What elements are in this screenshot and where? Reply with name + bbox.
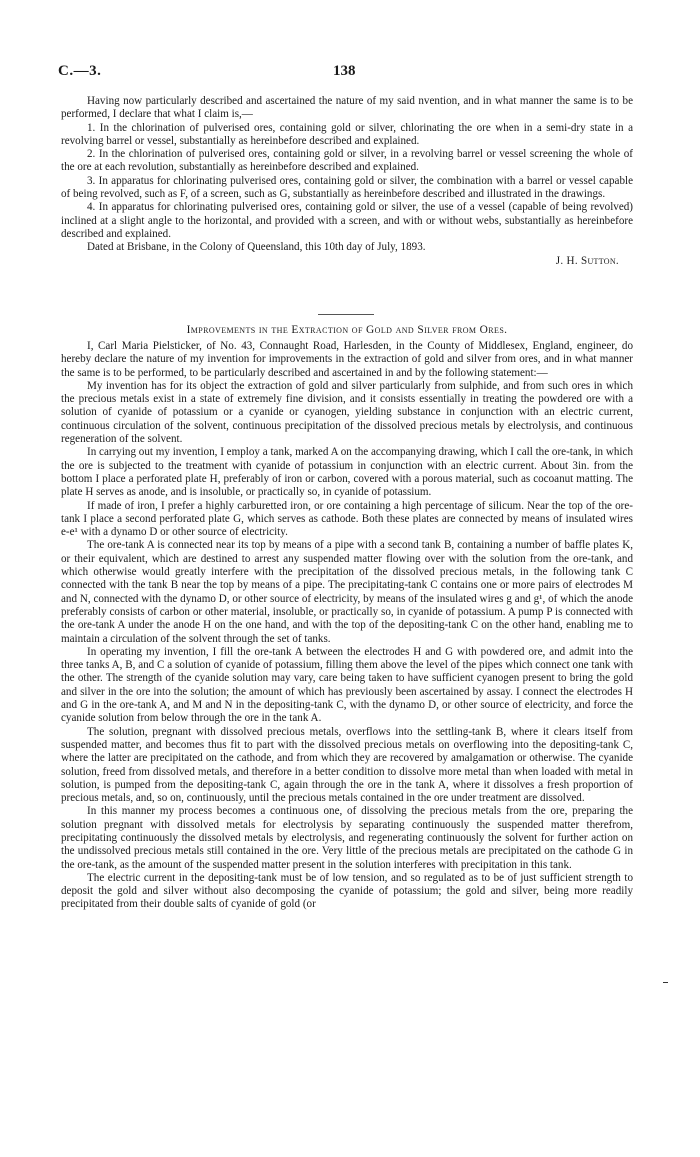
paragraph: In this manner my process becomes a continuous one, of dissolving the precious metals from the ore, preparing the solution pregnant with dissolved metals for electrolysis by separating continuously the suspended matter therefrom, precipitating continuously the dissolved metals by electrolysis, and regenerating continuously the solvent for further action on the undissolved precious metals still contained in the ore. Very little of the precious metals are precipitated on the cathode G in the ore-tank, as the amount of the suspended matter present in the solution interferes with precipitation in this tank.: [61, 805, 633, 871]
paragraph: In operating my invention, I fill the ore-tank A between the electrodes H and G with powdered ore, and admit into the three tanks A, B, and C a solution of cyanide of potassium, filling them above the level of the pipes which connect one tank with the other. The strength of the cyanide solution may vary, care being taken to have sufficient cyanogen present to bring the gold and silver in the ore into the solution; the amount of which has previously been ascertained by assay. I connect the electrodes H and G in the ore-tank A, and M and N in the depositing-tank C, with the dynamo D, or other source of electricity, and force the cyanide solution from below through the ore in the tank A.: [61, 645, 633, 725]
patent-claims: [61, 95, 633, 268]
dated-line: Dated at Brisbane, in the Colony of Queensland, this 10th day of July, 1893.: [87, 241, 426, 254]
paragraph: I, Carl Maria Pielsticker, of No. 43, Connaught Road, Harlesden, in the County of Middlesex, England, engineer, do hereby declare the nature of my invention for improvements in the extraction of gold and silver from ores, and in what manner the same is to be performed, to be particularly described and ascertained in and by the following statement:—: [61, 340, 633, 379]
claims-intro: Having now particularly described and ascertained the nature of my said nvention, and in what manner the same is to be performed, I declare that what I claim is,—: [61, 95, 633, 121]
signature: J. H. Sutton.: [555, 254, 619, 267]
document-reference: C.—3.: [58, 63, 102, 79]
paragraph: The solution, pregnant with dissolved precious metals, overflows into the settling-tank B, where it clears itself from suspended matter, and becomes thus fit to part with the dissolved precious metals on overflowing into the depositing-tank C, where the latter are precipitated on the cathode, and from which they are recovered by amalgamation or otherwise. The cyanide solution, freed from dissolved metals, and therefore in a better condition to dissolve more metal than when loaded with metal in solution, is pumped from the depositing-tank C, again through the ore in the tank A, where it dissolves a fresh proportion of precious metals, and, so on, continuously, until the precious metals contained in the ore under treatment are dissolved.: [61, 725, 633, 805]
paragraph: The electric current in the depositing-tank must be of low tension, and so regulated as to be of just sufficient strength to deposit the gold and silver without also decomposing the cyanide of potassium; the gold and silver, being more readily precipitated from their double salts of cyanide of gold (or: [61, 871, 633, 911]
margin-mark: [663, 982, 668, 983]
article-title: Improvements in the Extraction of Gold and Silver from Ores.: [186, 324, 508, 336]
paragraph: The ore-tank A is connected near its top by means of a pipe with a second tank B, containing a number of baffle plates K, or their equivalent, which are destined to arrest any suspended matter flowing over with the solution from the ore-tank, and which otherwise would greatly interfere with the precipitation of the dissolved precious metals, in the following tank C connected with the tank B near the top by means of a pipe. The precipitating-tank C contains one or more pairs of electrodes M and N, connected with the dynamo D, or other source of electricity, by means of the insulated wires g and g¹, of which the anode preferably consists of carbon or other material, insoluble, or practically so, in cyanide of potassium. A pump P is connected with the ore-tank A under the anode H on the one hand, and with the top of the depositing-tank C on the other hand, enabling me to maintain a circulation of the solvent through the set of tanks.: [61, 539, 633, 645]
claim-3: 3. In apparatus for chlorinating pulverised ores, containing gold or silver, the combination with a barrel or vessel capable of being revolved, such as F, of a screen, such as G, substantially as hereinbefore described and illustrated in the drawings.: [61, 174, 633, 201]
paragraph: My invention has for its object the extraction of gold and silver particularly from sulphide, and from such ores in which the precious metals exist in a state of extremely fine division, and it consists essentially in treating the powdered ore with a solution of cyanide of potassium or a cyanide or cyanogen, yielding substance in conjunction with an electric current, continuous circulation of the solvent, continuous precipitation of the dissolved precious metals by electrolysis, and continuous regeneration of the solvent.: [61, 379, 633, 446]
section-divider: [318, 314, 374, 315]
claim-2: 2. In the chlorination of pulverised ores, containing gold or silver, in a revolving barrel or vessel screening the whole of the ore at each revolution, substantially as hereinbefore described and explained.: [61, 148, 633, 174]
claim-1: 1. In the chlorination of pulverised ores, containing gold or silver, chlorinating the ore when in a semi-dry state in a revolving barrel or vessel, substantially as hereinbefore described and explained.: [61, 121, 633, 147]
claim-4: 4. In apparatus for chlorinating pulverised ores, containing gold or silver, the use of a vessel (capable of being revolved) inclined at a slight angle to the horizontal, and provided with a screen, and with or without webs, substantially as hereinbefore described and explained.: [61, 201, 633, 240]
paragraph: If made of iron, I prefer a highly carburetted iron, or ore containing a high percentage of silicum. Near the top of the ore-tank I place a second perforated plate G, which serves as cathode. Both these plates are connected by means of insulated wires e-e¹ with a dynamo D or other source of electricity.: [61, 499, 633, 539]
page-number: 138: [333, 63, 356, 79]
article-body: [61, 340, 633, 912]
paragraph: In carrying out my invention, I employ a tank, marked A on the accompanying drawing, which I call the ore-tank, in which the ore is subjected to the treatment with cyanide of potassium in conjunction with an electric current. About 3in. from the bottom I place a perforated plate H, preferably of iron or carbon, covered with a porous material, such as cocoanut matting. The plate H serves as anode, and is insoluble, or practically so, in cyanide of potassium.: [61, 446, 633, 499]
